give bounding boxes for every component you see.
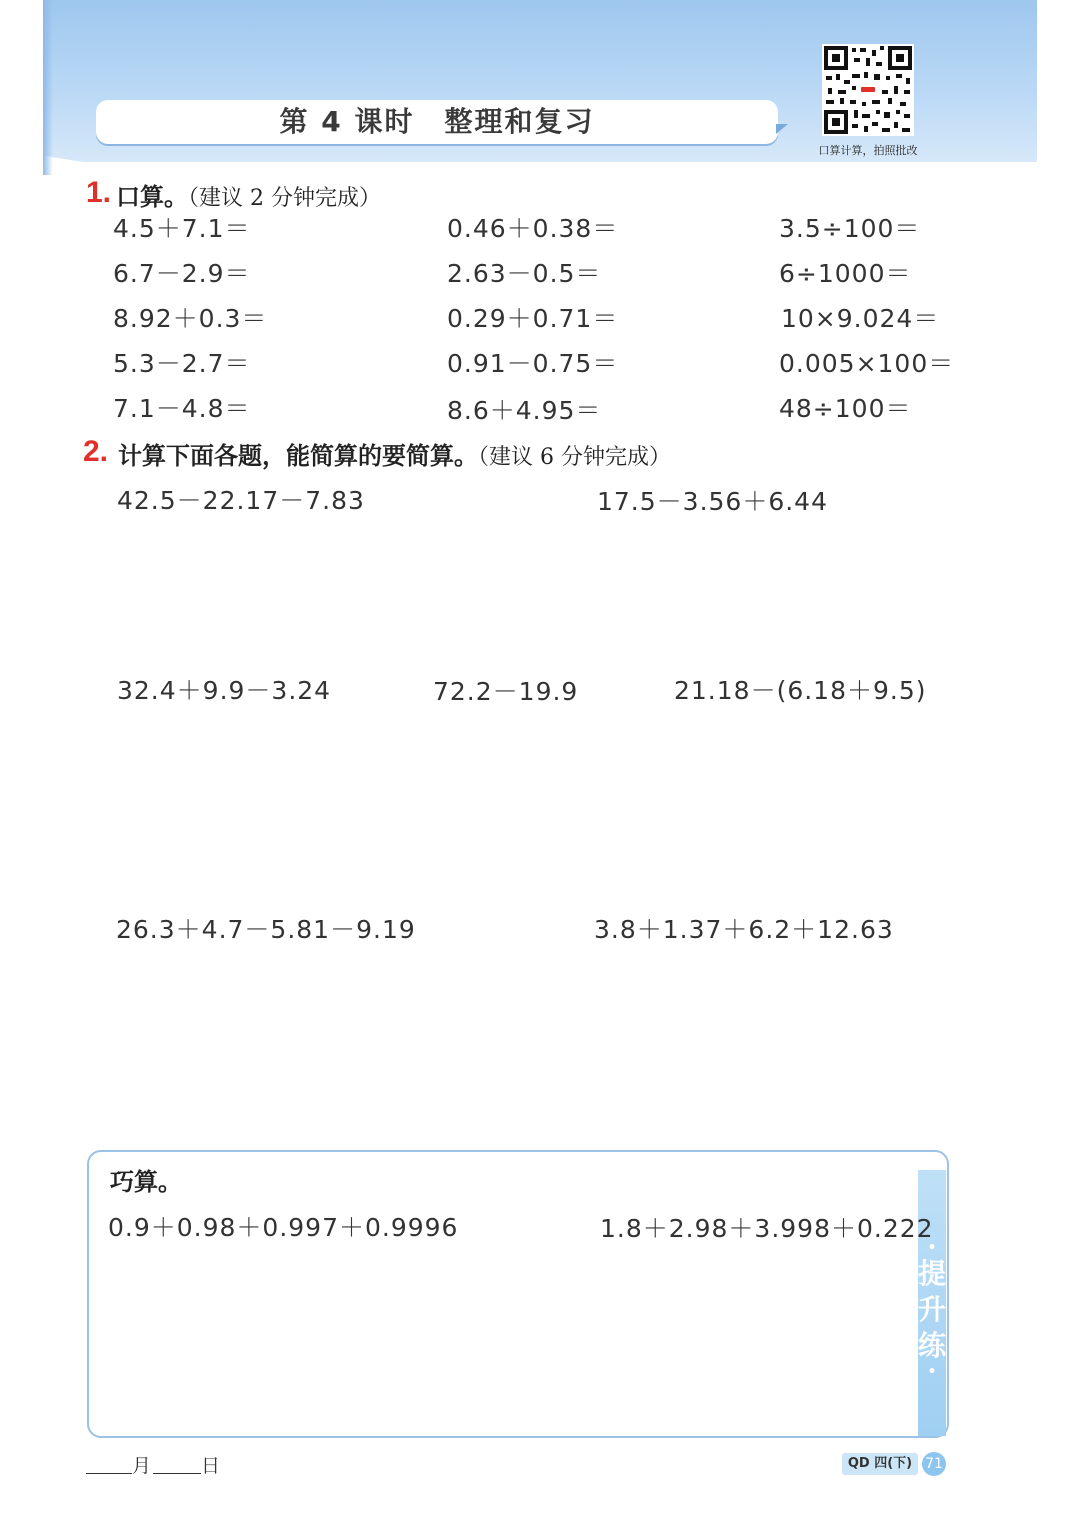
calc-problem: 26.3＋4.7－5.81－9.19 [116, 915, 416, 944]
lesson-title: 第 4 课时 整理和复习 [279, 105, 595, 138]
oral-item: 5.3－2.7＝ [113, 349, 251, 378]
day-blank[interactable] [153, 1473, 201, 1474]
section-1-number: 1. [86, 176, 112, 209]
book-tag: QD 四(下) [842, 1453, 918, 1475]
oral-item: 3.5÷100＝ [779, 214, 921, 243]
oral-item: 4.5＋7.1＝ [113, 214, 251, 243]
section-2-note: （建议 6 分钟完成） [478, 445, 671, 470]
month-blank[interactable] [86, 1473, 132, 1474]
challenge-side-label: • 提 升 练 • [918, 1240, 947, 1380]
section-2-number: 2. [83, 435, 109, 468]
oral-item: 48÷100＝ [779, 394, 912, 423]
oral-item: 7.1－4.8＝ [113, 394, 251, 423]
oral-item: 10×9.024＝ [781, 304, 940, 333]
oral-item: 8.6＋4.95＝ [447, 396, 602, 425]
calc-problem: 3.8＋1.37＋6.2＋12.63 [594, 915, 894, 944]
qr-caption: 口算计算，拍照批改 [818, 144, 918, 157]
side-label-char: 提 [918, 1257, 947, 1290]
oral-item: 2.63－0.5＝ [447, 259, 602, 288]
oral-item: 6÷1000＝ [779, 259, 912, 288]
day-label: 日 [201, 1455, 221, 1477]
oral-item: 6.7－2.9＝ [113, 259, 251, 288]
oral-item: 0.29＋0.71＝ [447, 304, 619, 333]
side-label-char: 练 [918, 1329, 947, 1362]
challenge-title: 巧算。 [110, 1168, 182, 1196]
lesson-title-bar [96, 100, 778, 144]
section-1-heading [116, 177, 381, 212]
oral-item: 0.005×100＝ [779, 349, 955, 378]
section-1-title: 口算。 [116, 183, 188, 211]
calc-problem: 32.4＋9.9－3.24 [117, 676, 332, 705]
qr-code-icon[interactable] [822, 44, 914, 136]
section-2-heading [118, 436, 671, 471]
challenge-problem: 0.9＋0.98＋0.997＋0.9996 [108, 1213, 459, 1242]
oral-item: 8.92＋0.3＝ [113, 304, 268, 333]
month-label: 月 [132, 1455, 152, 1477]
calc-problem: 17.5－3.56＋6.44 [597, 487, 828, 516]
challenge-box [87, 1150, 949, 1438]
side-label-char: 升 [918, 1293, 947, 1326]
section-2-title: 计算下面各题，能简算的要简算。 [118, 442, 478, 470]
calc-problem: 42.5－22.17－7.83 [117, 486, 365, 515]
header-band-shade [43, 0, 53, 175]
section-1-note: （建议 2 分钟完成） [188, 186, 381, 211]
calc-problem: 21.18－(6.18＋9.5) [674, 676, 927, 705]
challenge-problem: 1.8＋2.98＋3.998＋0.222 [600, 1214, 934, 1243]
page-number: 71 [922, 1452, 946, 1476]
oral-item: 0.46＋0.38＝ [447, 214, 619, 243]
oral-item: 0.91－0.75＝ [447, 349, 619, 378]
title-bar-tail [776, 124, 788, 134]
calc-problem: 72.2－19.9 [433, 677, 579, 706]
